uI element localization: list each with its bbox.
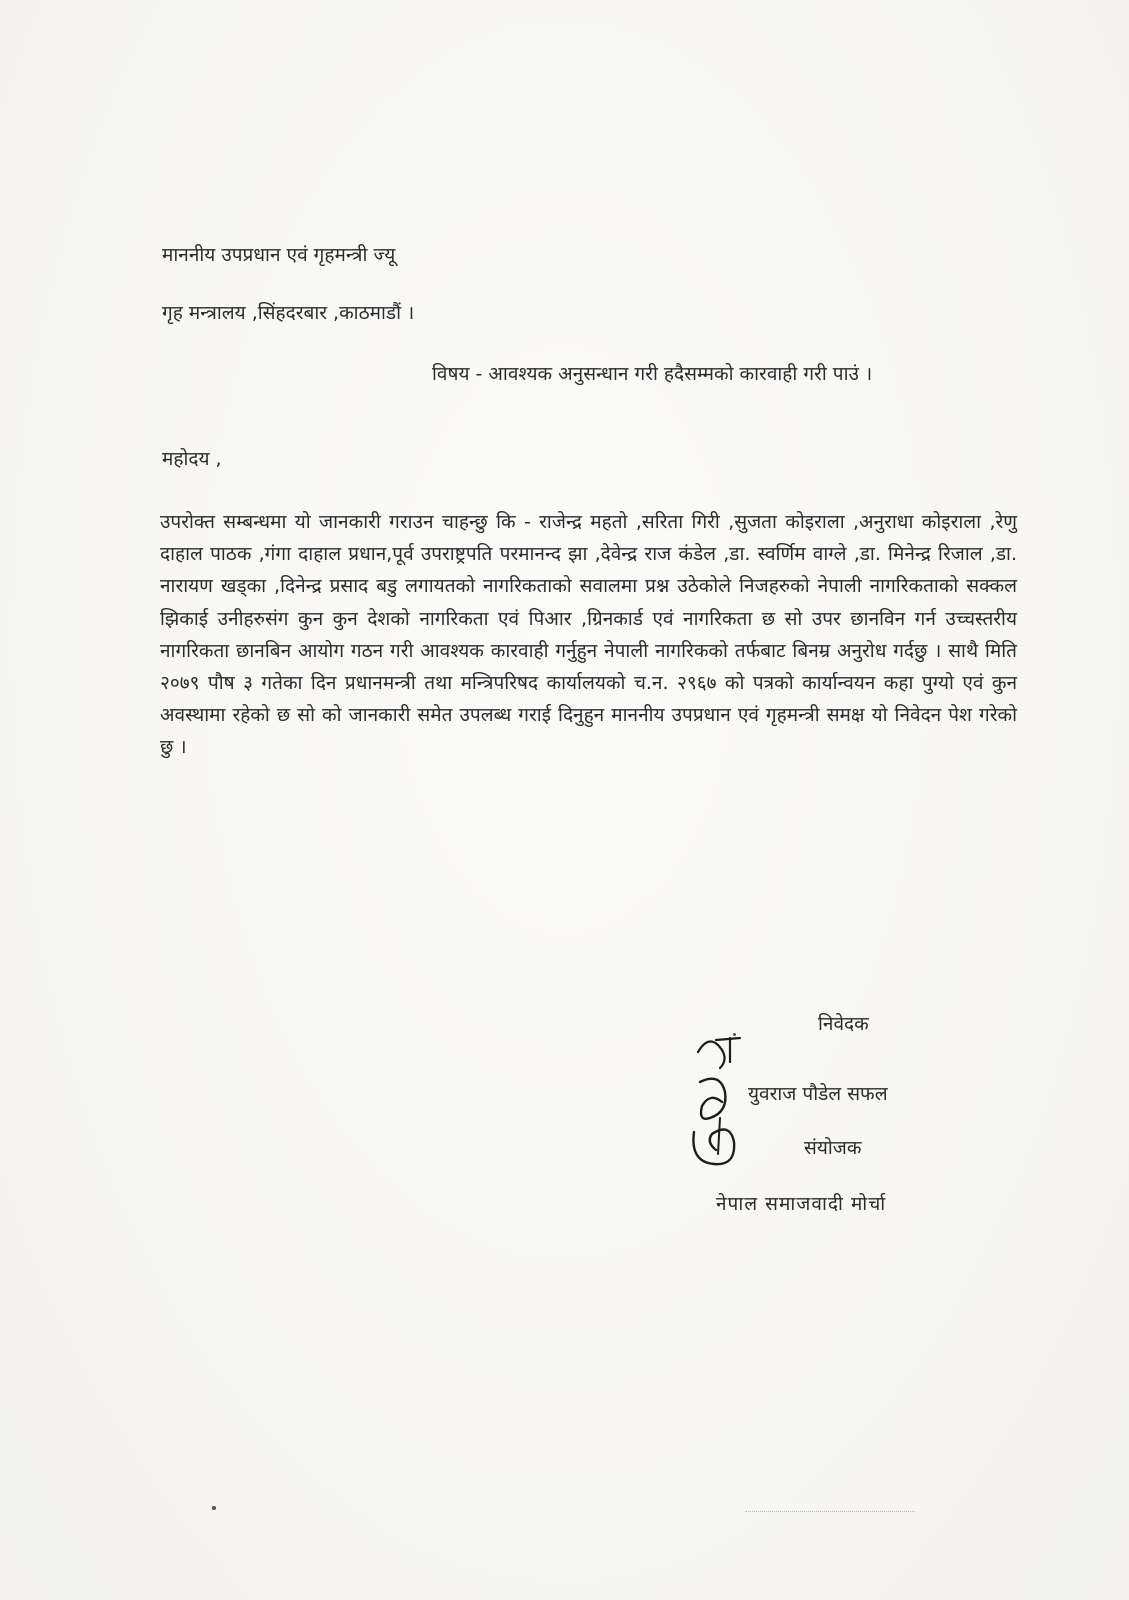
faint-footer-mark xyxy=(745,1511,915,1512)
applicant-name: युवराज पौडेल सफल xyxy=(748,1083,888,1105)
applicant-role: संयोजक xyxy=(804,1137,862,1159)
subject-line: विषय - आवश्यक अनुसन्धान गरी हदैसम्मको कारवाही गरी पाउं । xyxy=(432,363,873,385)
recipient-address: गृह मन्त्रालय ,सिंहदरबार ,काठमाडौं । xyxy=(162,302,415,324)
ink-speck xyxy=(212,1506,216,1510)
addressee: माननीय उपप्रधान एवं गृहमन्त्री ज्यू xyxy=(162,244,396,266)
letter-body: उपरोक्त सम्बन्धमा यो जानकारी गराउन चाहन्छु कि - राजेन्द्र महतो ,सरिता गिरी ,सुजता कोइराला ,अनुराधा कोइराला ,रेणु दाहाल पाठक ,गंगा दाहाल प्रधान,पूर्व उपराष्ट्रपति परमानन्द झा ,देवेन्द्र राज कंडेल ,डा. स्वर्णिम वाग्ले ,डा. मिनेन्द्र रिजाल ,डा. नारायण खड्का ,दिनेन्द्र प्रसाद बडु लगायतको नागरिकताको सवालमा प्रश्न उठेकोले निजहरुको नेपाली नागरिकताको सक्कल झिकाई उनीहरुसंग कुन कुन देशको नागरिकता एवं पिआर ,ग्रिनकार्ड एवं नागरिकता छ सो उपर छानविन गर्न उच्चस्तरीय नागरिकता छानबिन आयोग गठन गरी आवश्यक कारवाही गर्नुहुन नेपाली नागरिकको तर्फबाट बिनम्र अनुरोध गर्दछु । साथै मिति २०७९ पौष ३ गतेका दिन प्रधानमन्त्री तथा मन्त्रिपरिषद कार्यालयको च.न. २९६७ को पत्रको कार्यान्वयन कहा पुग्यो एवं कुन अवस्थामा रहेको छ सो को जानकारी समेत उपलब्ध गराई दिनुहुन माननीय उपप्रधान एवं गृहमन्त्री समक्ष यो निवेदन पेश गरेको छु । xyxy=(160,511,1017,759)
salutation: महोदय , xyxy=(162,448,222,470)
signature-block xyxy=(690,1010,1010,1215)
ink-speck xyxy=(733,1033,736,1036)
applicant-label: निवेदक xyxy=(818,1013,869,1035)
organization-name: नेपाल समाजवादी मोर्चा xyxy=(716,1193,887,1215)
